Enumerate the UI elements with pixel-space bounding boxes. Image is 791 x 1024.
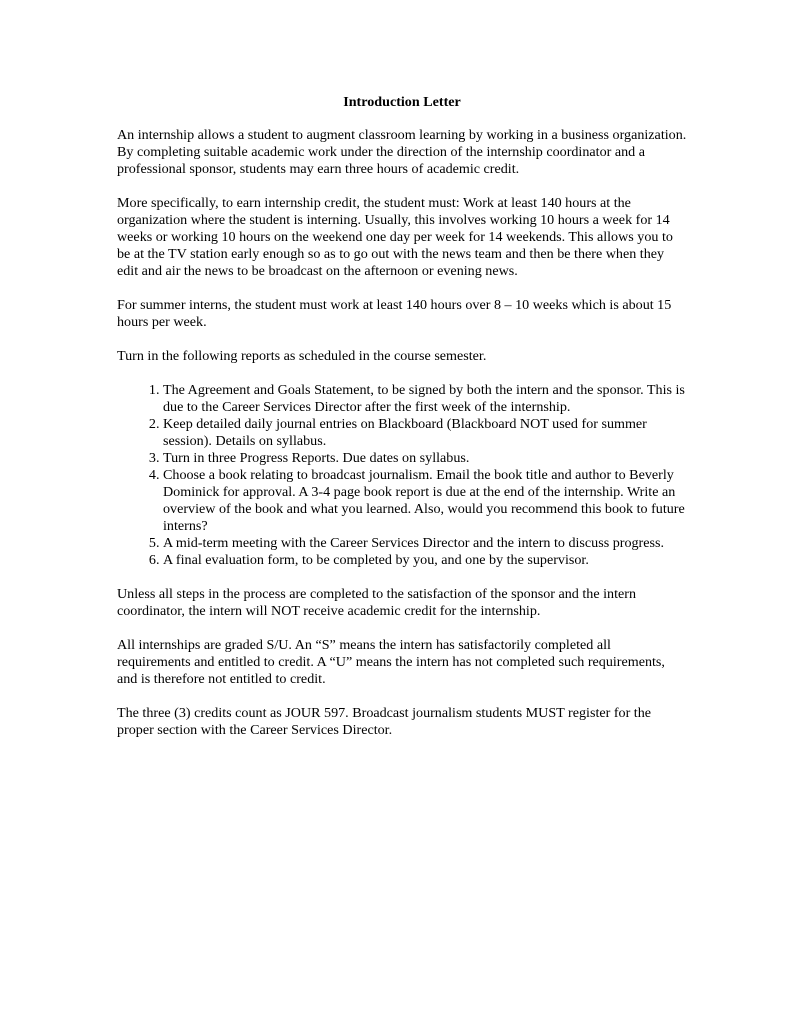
list-item: 1. The Agreement and Goals Statement, to be signed by both the intern and the sponsor. This is due to the Career Services Director after the first week of the internship. <box>163 382 687 416</box>
document-title: Introduction Letter <box>343 94 461 110</box>
grading-paragraph: All internships are graded S/U. An “S” means the intern has satisfactorily completed all requirements and entitled to credit. A “U” means the intern has not completed such requirements, and is therefore not entitled to credit. <box>117 637 665 687</box>
list-item: 2. Keep detailed daily journal entries on Blackboard (Blackboard NOT used for summer session). Details on syllabus. <box>163 416 687 450</box>
reports-list <box>117 382 687 569</box>
completion-paragraph: Unless all steps in the process are completed to the satisfaction of the sponsor and the intern coordinator, the intern will NOT receive academic credit for the internship. <box>117 586 636 619</box>
reports-intro-paragraph: Turn in the following reports as scheduled in the course semester. <box>117 348 487 364</box>
list-item: 4. Choose a book relating to broadcast journalism. Email the book title and author to Beverly Dominick for approval. A 3-4 page book report is due at the end of the internship. Write an overview of the book and what you learned. Also, would you recommend this book to future interns? <box>163 467 687 535</box>
list-item: 3. Turn in three Progress Reports. Due dates on syllabus. <box>163 450 687 467</box>
summer-paragraph: For summer interns, the student must work at least 140 hours over 8 – 10 weeks which is about 15 hours per week. <box>117 297 672 330</box>
credits-paragraph: The three (3) credits count as JOUR 597. Broadcast journalism students MUST register for the proper section with the Career Services Director. <box>117 705 652 738</box>
document-page <box>117 94 687 756</box>
requirements-paragraph: More specifically, to earn internship credit, the student must: Work at least 140 hours at the organization where the student is interning. Usually, this involves working 10 hours a week for 14 weeks or working 10 hours on the weekend one day per week for 14 weekends. This allows you to be at the TV station early enough so as to go out with the news team and then be there when they edit and air the news to be broadcast on the afternoon or evening news. <box>117 195 673 279</box>
list-item: 5. A mid-term meeting with the Career Services Director and the intern to discuss progress. <box>163 535 687 552</box>
intro-paragraph: An internship allows a student to augment classroom learning by working in a business organization. By completing suitable academic work under the direction of the internship coordinator and a professional sponsor, students may earn three hours of academic credit. <box>117 127 687 177</box>
list-item: 6. A final evaluation form, to be completed by you, and one by the supervisor. <box>163 552 687 569</box>
